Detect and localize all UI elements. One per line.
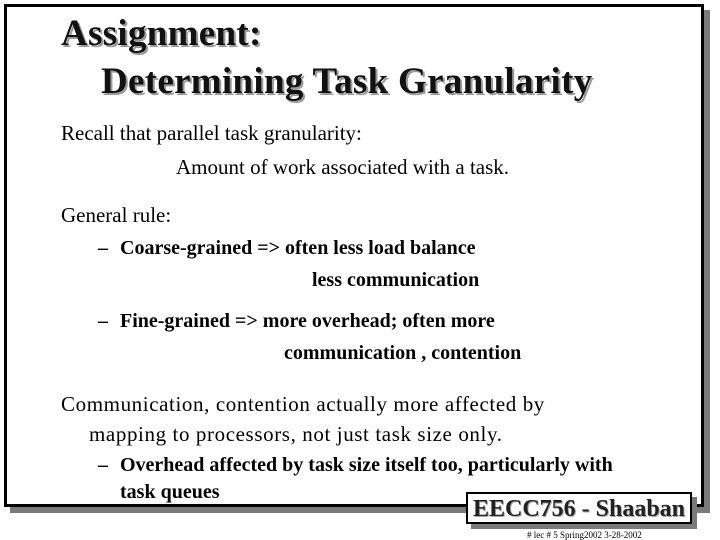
recall-text: Recall that parallel task granularity: — [61, 121, 362, 145]
coarse-grained-text: Coarse-grained => often less load balance — [120, 237, 476, 259]
coarse-dash: – — [98, 237, 108, 259]
fine-dash: – — [98, 310, 108, 332]
coarse-grained-continuation: less communication — [312, 269, 480, 291]
slide-title-line2: Determining Task Granularity — [101, 61, 593, 102]
recall-definition: Amount of work associated with a task. — [176, 155, 510, 179]
fine-grained-continuation: communication , contention — [284, 342, 522, 364]
general-rule-heading: General rule: — [61, 203, 172, 227]
overhead-line2: task queues — [120, 481, 220, 503]
communication-line2: mapping to processors, not just task size only. — [89, 422, 503, 446]
course-badge — [466, 492, 692, 524]
slide-title-line1: Assignment: — [61, 13, 262, 54]
communication-line1: Communication, contention actually more affected by — [61, 392, 545, 416]
slide-footer: # lec # 5 Spring2002 3-28-2002 — [527, 530, 642, 540]
course-badge-text: EECC756 - Shaaban — [472, 496, 686, 522]
overhead-dash: – — [98, 454, 108, 476]
overhead-line1: Overhead affected by task size itself too, particularly with — [120, 454, 613, 476]
fine-grained-text: Fine-grained => more overhead; often more — [120, 310, 495, 332]
